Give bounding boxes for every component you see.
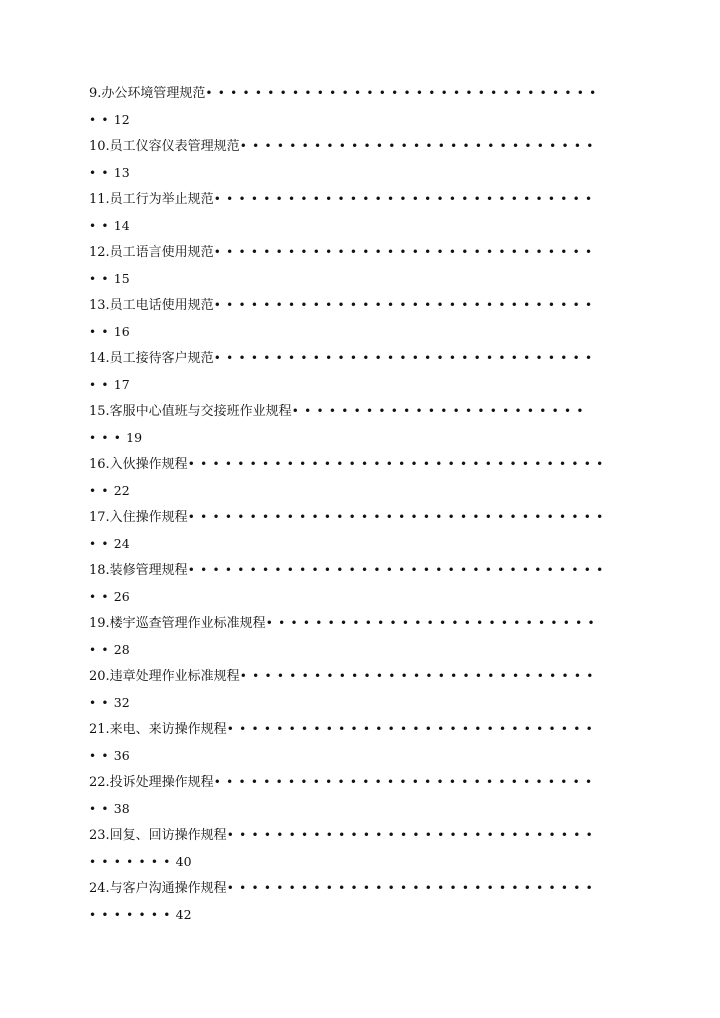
- toc-entry[interactable]: [89, 716, 634, 769]
- toc-leader-dots-continued: ••: [89, 324, 114, 339]
- toc-entry[interactable]: [89, 239, 634, 292]
- toc-page-number: 13: [113, 164, 130, 180]
- toc-page-number: 36: [113, 747, 130, 763]
- toc-entry-continuation: [89, 160, 634, 187]
- toc-entry-continuation: [89, 637, 634, 664]
- toc-entry-continuation: [89, 266, 634, 293]
- toc-entry-title: 16.入伙操作规程: [89, 457, 188, 472]
- toc-page-number: 17: [113, 376, 130, 392]
- toc-entry-title: 11.员工行为举止规范: [89, 192, 214, 207]
- toc-leader-dots: ••••••••••••••••••••••••••••••••••: [187, 510, 609, 524]
- toc-leader-dots: ••••••••••••••••••••••••••••••••: [205, 86, 602, 100]
- toc-leader-dots: ••••••••••••••••••••••••••••••: [226, 828, 599, 842]
- toc-entry-title: 24.与客户沟通操作规程: [89, 881, 227, 896]
- toc-entry-line: [89, 451, 634, 478]
- toc-leader-dots: •••••••••••••••••••••••••••••••: [213, 192, 598, 206]
- toc-entry-line: [89, 398, 634, 425]
- toc-leader-dots-continued: ••: [89, 165, 114, 180]
- toc-entry[interactable]: [89, 822, 634, 875]
- toc-entry[interactable]: [89, 186, 634, 239]
- toc-entry[interactable]: [89, 557, 634, 610]
- toc-entry-line: [89, 610, 634, 637]
- toc-leader-dots-continued: ••: [89, 589, 114, 604]
- toc-entry-line: [89, 80, 634, 107]
- toc-leader-dots-continued: ••: [89, 801, 114, 816]
- toc-entry-continuation: [89, 849, 634, 876]
- toc-leader-dots: •••••••••••••••••••••••••••••: [239, 139, 599, 153]
- toc-entry-title: 10.员工仪容仪表管理规范: [89, 139, 240, 154]
- toc-leader-dots-continued: ••: [89, 642, 114, 657]
- table-of-contents: [89, 80, 634, 928]
- toc-page-number: 28: [113, 641, 130, 657]
- toc-entry[interactable]: [89, 398, 634, 451]
- toc-entry-line: [89, 186, 634, 213]
- toc-entry-line: [89, 239, 634, 266]
- toc-entry-line: [89, 716, 634, 743]
- toc-entry[interactable]: [89, 663, 634, 716]
- toc-entry[interactable]: [89, 80, 634, 133]
- toc-leader-dots-continued: •••: [89, 430, 127, 445]
- toc-leader-dots-continued: ••: [89, 536, 114, 551]
- toc-entry-continuation: [89, 107, 634, 134]
- toc-entry-title: 19.楼宇巡查管理作业标准规程: [89, 616, 266, 631]
- toc-page-number: 24: [113, 535, 130, 551]
- toc-entry-continuation: [89, 372, 634, 399]
- toc-page-number: 12: [113, 111, 130, 127]
- toc-entry-line: [89, 292, 634, 319]
- toc-entry-line: [89, 875, 634, 902]
- toc-entry-line: [89, 769, 634, 796]
- toc-entry-line: [89, 663, 634, 690]
- toc-entry-title: 17.入住操作规程: [89, 510, 188, 525]
- toc-entry-title: 9.办公环境管理规范: [89, 86, 206, 101]
- toc-entry[interactable]: [89, 610, 634, 663]
- toc-entry[interactable]: [89, 504, 634, 557]
- toc-entry-line: [89, 557, 634, 584]
- toc-entry-continuation: [89, 796, 634, 823]
- toc-leader-dots-continued: ••: [89, 377, 114, 392]
- toc-entry[interactable]: [89, 451, 634, 504]
- toc-entry[interactable]: [89, 875, 634, 928]
- toc-leader-dots: ••••••••••••••••••••••••: [291, 404, 589, 418]
- toc-entry-title: 14.员工接待客户规范: [89, 351, 214, 366]
- toc-leader-dots-continued: ••: [89, 695, 114, 710]
- toc-page-number: 32: [113, 694, 130, 710]
- toc-page-number: 40: [175, 853, 192, 869]
- toc-entry-title: 21.来电、来访操作规程: [89, 722, 227, 737]
- toc-entry-continuation: [89, 743, 634, 770]
- toc-entry-title: 23.回复、回访操作规程: [89, 828, 227, 843]
- toc-entry-continuation: [89, 213, 634, 240]
- toc-leader-dots: ••••••••••••••••••••••••••••••: [226, 881, 599, 895]
- toc-leader-dots: •••••••••••••••••••••••••••••: [239, 669, 599, 683]
- toc-leader-dots-continued: ••: [89, 748, 114, 763]
- toc-page-number: 22: [113, 482, 130, 498]
- toc-leader-dots: •••••••••••••••••••••••••••••••: [213, 245, 598, 259]
- toc-entry-title: 15.客服中心值班与交接班作业规程: [89, 404, 292, 419]
- toc-entry-continuation: [89, 902, 634, 929]
- toc-leader-dots: •••••••••••••••••••••••••••••••: [213, 351, 598, 365]
- toc-leader-dots-continued: ••: [89, 218, 114, 233]
- toc-entry-continuation: [89, 319, 634, 346]
- toc-page-number: 15: [113, 270, 130, 286]
- toc-page-number: 26: [113, 588, 130, 604]
- toc-entry-line: [89, 133, 634, 160]
- toc-leader-dots-continued: ••: [89, 271, 114, 286]
- toc-leader-dots-continued: ••: [89, 112, 114, 127]
- toc-leader-dots: ••••••••••••••••••••••••••••••: [226, 722, 599, 736]
- toc-leader-dots: •••••••••••••••••••••••••••••••: [213, 775, 598, 789]
- toc-entry-title: 22.投诉处理操作规程: [89, 775, 214, 790]
- toc-leader-dots: •••••••••••••••••••••••••••: [265, 616, 600, 630]
- toc-entry[interactable]: [89, 292, 634, 345]
- toc-page-number: 42: [175, 906, 192, 922]
- toc-entry-line: [89, 504, 634, 531]
- toc-leader-dots-continued: ••: [89, 483, 114, 498]
- toc-entry-title: 20.违章处理作业标准规程: [89, 669, 240, 684]
- toc-entry-continuation: [89, 690, 634, 717]
- toc-leader-dots-continued: •••••••: [89, 854, 176, 869]
- toc-entry[interactable]: [89, 769, 634, 822]
- toc-entry[interactable]: [89, 133, 634, 186]
- toc-entry-continuation: [89, 478, 634, 505]
- toc-entry-line: [89, 345, 634, 372]
- toc-entry-continuation: [89, 531, 634, 558]
- toc-page-number: 14: [113, 217, 130, 233]
- toc-leader-dots: ••••••••••••••••••••••••••••••••••: [187, 563, 609, 577]
- toc-entry-title: 12.员工语言使用规范: [89, 245, 214, 260]
- toc-entry[interactable]: [89, 345, 634, 398]
- toc-page-number: 38: [113, 800, 130, 816]
- toc-entry-title: 18.装修管理规程: [89, 563, 188, 578]
- toc-page-number: 16: [113, 323, 130, 339]
- toc-leader-dots-continued: •••••••: [89, 907, 176, 922]
- toc-page-number: 19: [126, 429, 143, 445]
- toc-leader-dots: ••••••••••••••••••••••••••••••••••: [187, 457, 609, 471]
- toc-leader-dots: •••••••••••••••••••••••••••••••: [213, 298, 598, 312]
- toc-entry-continuation: [89, 584, 634, 611]
- toc-entry-line: [89, 822, 634, 849]
- toc-entry-title: 13.员工电话使用规范: [89, 298, 214, 313]
- toc-entry-continuation: [89, 425, 634, 452]
